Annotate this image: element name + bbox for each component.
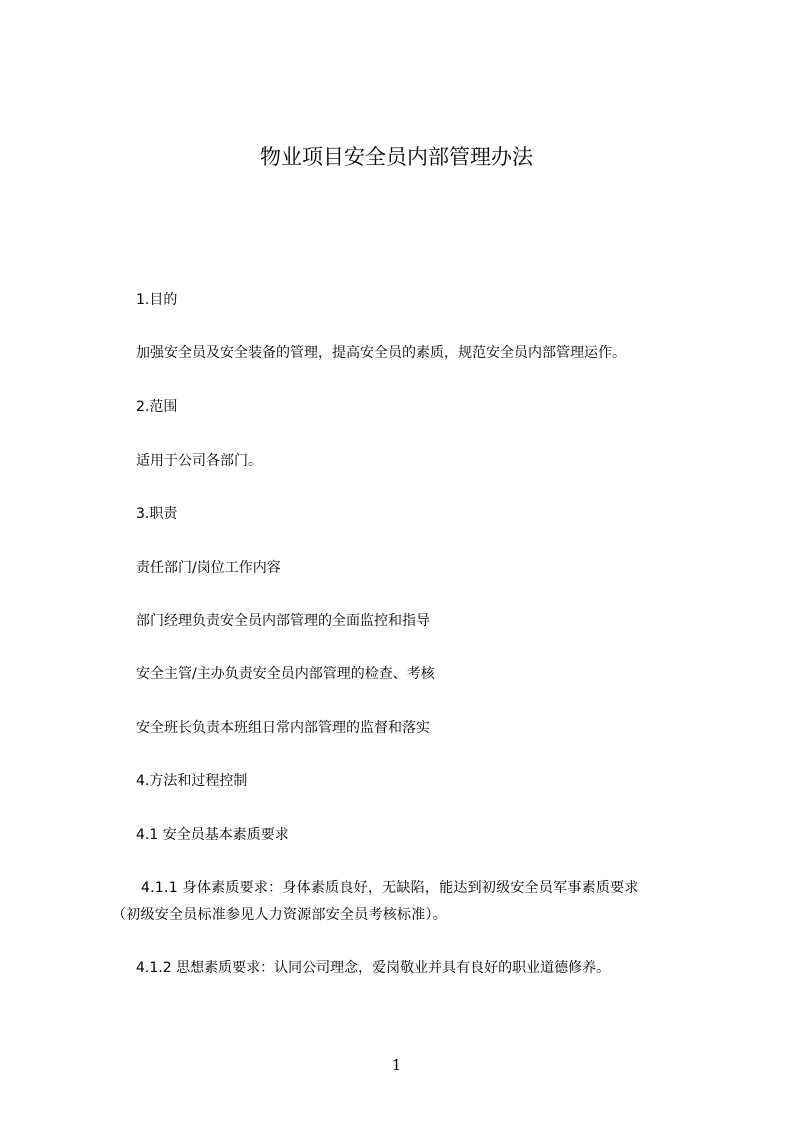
physical-requirement-text: 4.1.1 身体素质要求：身体素质良好，无缺陷，能达到初级安全员军事素质要求 [141, 880, 639, 896]
section-heading-methods: 4.方法和过程控制 [136, 773, 248, 789]
document-title: 物业项目安全员内部管理办法 [260, 145, 533, 169]
purpose-text: 加强安全员及安全装备的管理，提高安全员的素质，规范安全员内部管理运作。 [136, 345, 626, 361]
responsibility-row: 部门经理负责安全员内部管理的全面监控和指导 [136, 613, 430, 629]
section-heading-scope: 2.范围 [136, 399, 178, 415]
section-heading-responsibilities: 3.职责 [136, 506, 178, 522]
physical-requirement-text-continued: （初级安全员标准参见人力资源部安全员考核标准）。 [112, 907, 447, 923]
responsibility-header: 责任部门/岗位工作内容 [136, 560, 281, 576]
scope-text: 适用于公司各部门。 [136, 453, 262, 469]
section-heading-purpose: 1.目的 [136, 292, 178, 308]
page-number: 1 [391, 1056, 402, 1074]
responsibility-row: 安全班长负责本班组日常内部管理的监督和落实 [136, 720, 430, 736]
responsibility-row: 安全主管/主办负责安全员内部管理的检查、考核 [136, 666, 435, 682]
ideological-requirement-text: 4.1.2 思想素质要求：认同公司理念，爱岗敬业并具有良好的职业道德修养。 [136, 960, 611, 976]
subsection-heading-basic-quality: 4.1 安全员基本素质要求 [136, 827, 289, 843]
